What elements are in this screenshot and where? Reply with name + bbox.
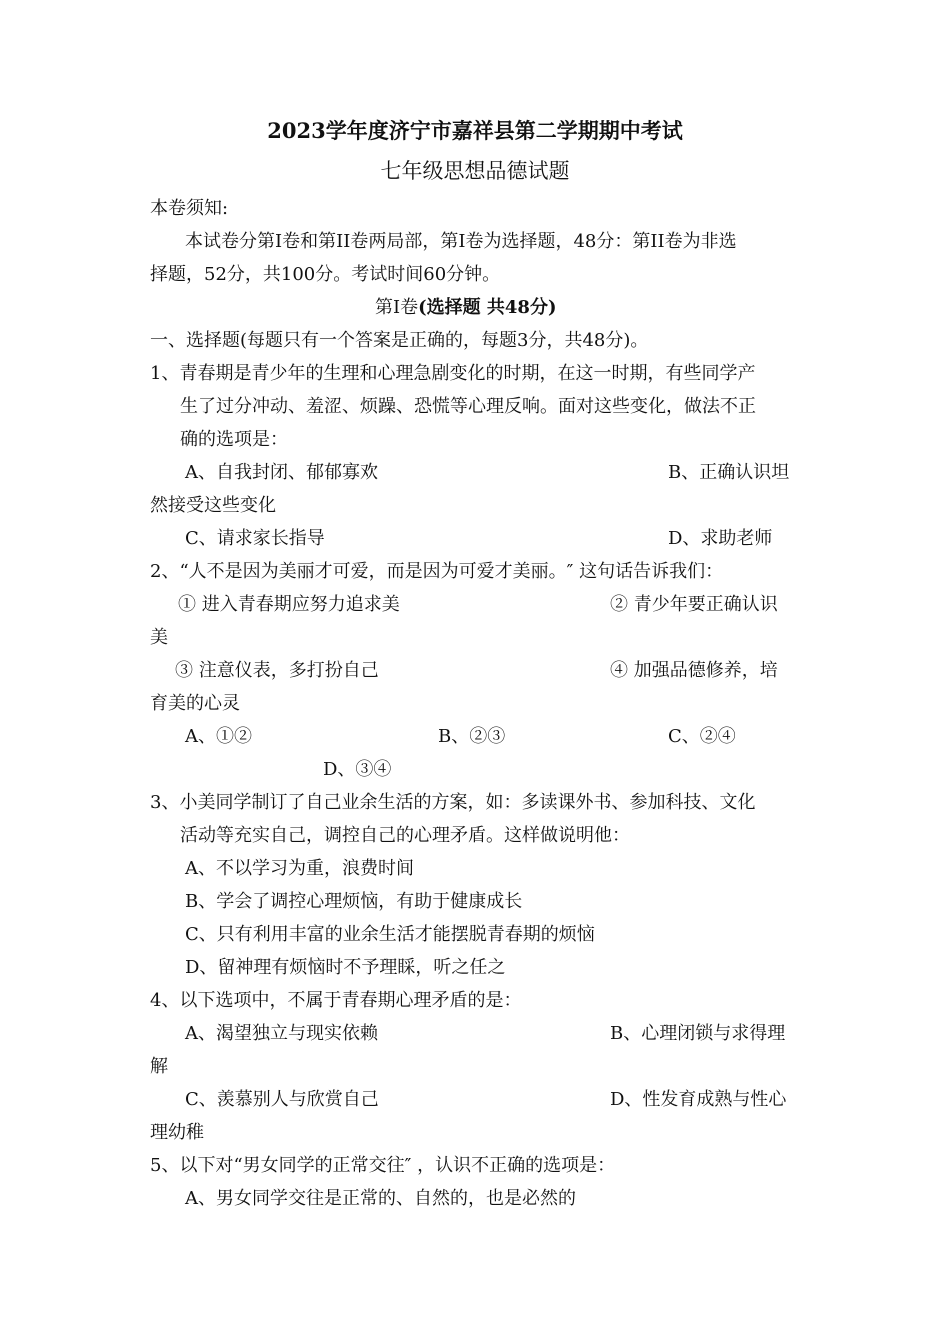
q4-stem: 4、以下选项中，不属于青春期心理矛盾的是： [150, 990, 522, 1011]
q5-option-a: A、男女同学交往是正常的、自然的，也是必然的 [185, 1188, 576, 1209]
notice-line-2: 择题，52分，共100分。考试时间60分钟。 [150, 264, 501, 285]
q1-option-a: A、自我封闭、郁郁寡欢 [185, 462, 378, 483]
q4-option-b: B、心理闭锁与求得理 [610, 1023, 786, 1044]
q1-option-c: C、请求家长指导 [185, 528, 325, 549]
q2-statement-4: ④ 加强品德修养，培 [610, 660, 778, 681]
q1-option-d: D、求助老师 [668, 528, 773, 549]
notice-heading: 本卷须知: [150, 198, 229, 219]
q5-stem: 5、以下对“男女同学的正常交往″ ，认识不正确的选项是： [150, 1155, 616, 1176]
q2-stem: 2、“人不是因为美丽才可爱，而是因为可爱才美丽。″ 这句话告诉我们： [150, 561, 724, 582]
q3-option-c: C、只有利用丰富的业余生活才能摆脱青春期的烦恼 [185, 924, 595, 945]
q2-option-b: B、②③ [438, 726, 506, 747]
q3-option-b: B、学会了调控心理烦恼，有助于健康成长 [185, 891, 523, 912]
q1-stem-line-2: 生了过分冲动、羞涩、烦躁、恐慌等心理反响。面对这些变化，做法不正 [180, 396, 756, 417]
q2-statement-1: ① 进入青春期应努力追求美 [178, 594, 400, 615]
part-title-bold: (选择题 共48分) [418, 297, 557, 318]
q1-stem-line-3: 确的选项是： [180, 429, 288, 450]
q4-option-d: D、性发育成熟与性心 [610, 1089, 787, 1110]
notice-line-1: 本试卷分第I卷和第II卷两局部，第I卷为选择题，48分：第II卷为非选 [185, 231, 737, 252]
q2-option-a: A、①② [185, 726, 252, 747]
q2-option-c: C、②④ [668, 726, 736, 747]
q3-option-a: A、不以学习为重，浪费时间 [185, 858, 414, 879]
q4-option-a: A、渴望独立与现实依赖 [185, 1023, 378, 1044]
q3-stem-line-1: 3、小美同学制订了自己业余生活的方案，如：多读课外书、参加科技、文化 [150, 792, 756, 813]
q2-statement-2-continued: 美 [150, 627, 168, 648]
q2-statement-4-continued: 育美的心灵 [150, 693, 240, 714]
q1-stem-line-1: 1、青春期是青少年的生理和心理急剧变化的时期，在这一时期，有些同学产 [150, 363, 756, 384]
q1-option-b-continued: 然接受这些变化 [150, 495, 276, 516]
q4-option-d-continued: 理幼稚 [150, 1122, 204, 1143]
q3-option-d: D、留神理有烦恼时不予理睬，听之任之 [185, 957, 506, 978]
q4-option-c: C、羡慕别人与欣赏自己 [185, 1089, 379, 1110]
part-title-prefix: 第I卷 [375, 297, 419, 318]
q4-option-b-continued: 解 [150, 1056, 168, 1077]
part-title [375, 296, 556, 320]
q2-statement-2: ② 青少年要正确认识 [610, 594, 778, 615]
exam-title: 2023学年度济宁市嘉祥县第二学期期中考试 [267, 118, 683, 143]
q2-option-d: D、③④ [323, 759, 392, 780]
q1-option-b: B、正确认识坦 [668, 462, 790, 483]
section-instruction: 一、选择题(每题只有一个答案是正确的，每题3分，共48分)。 [150, 330, 649, 351]
q2-statement-3: ③ 注意仪表，多打扮自己 [175, 660, 379, 681]
q3-stem-line-2: 活动等充实自己，调控自己的心理矛盾。这样做说明他： [180, 825, 630, 846]
exam-subtitle: 七年级思想品德试题 [380, 159, 570, 183]
